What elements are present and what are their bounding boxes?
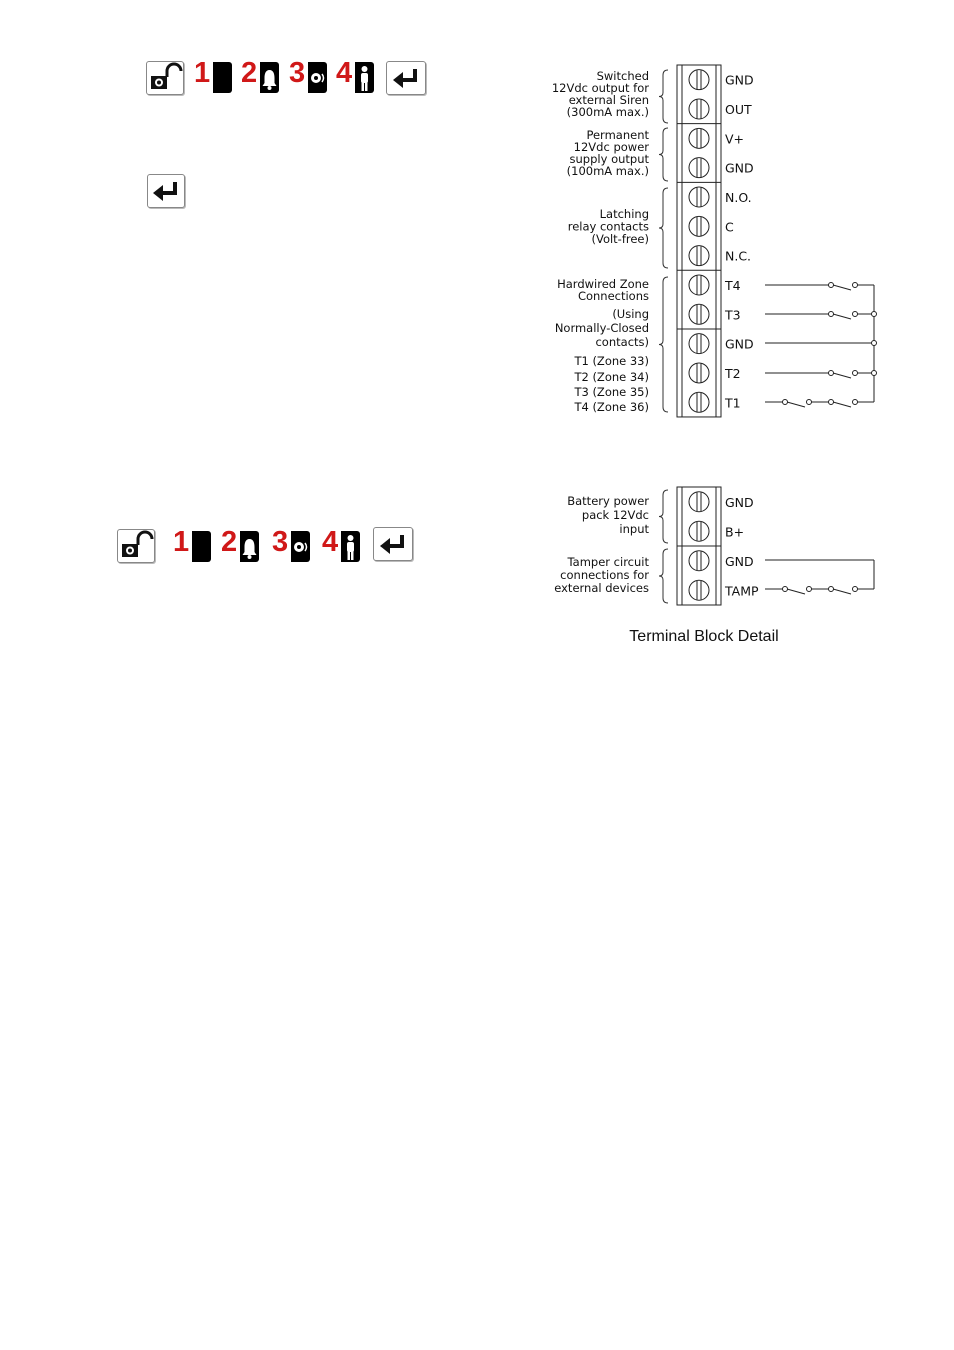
group-label-line: Battery power	[567, 494, 649, 508]
key-number: 4	[322, 526, 339, 558]
screw-terminal-icon	[689, 275, 709, 295]
key-number: 1	[194, 57, 211, 89]
switch-contact-icon	[783, 587, 788, 592]
screw-terminal-icon	[689, 187, 709, 207]
switch-contact-icon	[783, 400, 788, 405]
terminal-label: GND	[725, 494, 754, 510]
group-label-line: connections for	[560, 568, 649, 582]
group-label-line: Hardwired Zone	[557, 277, 649, 291]
group-label-line: T2 (Zone 34)	[574, 370, 649, 384]
screw-terminal-icon	[689, 392, 709, 412]
terminal-label: B+	[725, 524, 745, 540]
brace-icon	[659, 277, 668, 412]
key-number: 1	[173, 526, 190, 558]
key-number: 2	[221, 526, 238, 558]
screw-terminal-icon	[689, 551, 709, 571]
group-label-line: pack 12Vdc	[581, 508, 649, 522]
group-label-line: supply output	[569, 152, 649, 166]
brace-icon	[659, 70, 668, 123]
group-label-line: contacts)	[595, 335, 649, 349]
brace-icon	[659, 128, 668, 181]
screw-terminal-icon	[689, 304, 709, 324]
terminal-block-1	[677, 65, 754, 417]
screw-terminal-icon	[689, 246, 709, 266]
key-number: 3	[289, 57, 306, 89]
screw-terminal-icon	[689, 334, 709, 354]
switch-contact-icon	[829, 400, 834, 405]
terminal-label: V+	[725, 131, 745, 147]
brace-icon	[659, 549, 668, 603]
group-label-line: Normally-Closed	[554, 321, 649, 335]
screw-terminal-icon	[689, 128, 709, 148]
group-label-line: T3 (Zone 35)	[574, 385, 649, 399]
terminal-label: OUT	[725, 101, 752, 117]
terminal-label: GND	[725, 72, 754, 88]
group-label-line: Permanent	[586, 128, 649, 142]
key-number: 4	[336, 57, 353, 89]
group-label-line: Connections	[577, 289, 649, 303]
screw-terminal-icon	[689, 363, 709, 383]
screw-terminal-icon	[689, 158, 709, 178]
screw-terminal-icon	[689, 580, 709, 600]
screw-terminal-icon	[689, 216, 709, 236]
zone-wiring	[765, 283, 877, 595]
group-label-line: external devices	[554, 581, 649, 595]
terminal-label: T3	[725, 307, 741, 323]
group-label-line: T4 (Zone 36)	[574, 400, 649, 414]
terminal-label: T2	[725, 365, 741, 381]
group-label-line: relay contacts	[567, 219, 649, 234]
group-label-line: (300mA max.)	[566, 105, 649, 119]
diagram-caption: Terminal Block Detail	[629, 628, 779, 645]
terminal-label: N.O.	[725, 189, 752, 205]
screw-terminal-icon	[689, 99, 709, 119]
screw-terminal-icon	[689, 70, 709, 90]
brace-icon	[659, 490, 668, 543]
switch-contact-icon	[829, 312, 834, 317]
group-label-line: Switched	[596, 69, 649, 83]
terminal-block-2	[677, 487, 759, 605]
group-label-line: (Using	[612, 307, 649, 321]
block-2-labels	[554, 490, 668, 603]
group-label-line: 12Vdc power	[573, 140, 649, 154]
switch-contact-icon	[829, 283, 834, 288]
key-number: 2	[241, 57, 258, 89]
brace-icon	[659, 188, 668, 268]
terminal-label: GND	[725, 553, 754, 569]
group-label-line: (100mA max.)	[566, 164, 649, 178]
terminal-label: T1	[725, 395, 741, 411]
group-label-line: Latching	[599, 207, 649, 221]
terminal-label: T4	[725, 277, 741, 293]
group-label-line: Tamper circuit	[567, 555, 649, 569]
group-label-line: input	[619, 522, 649, 536]
group-label-line: external Siren	[568, 93, 649, 107]
terminal-label: GND	[725, 336, 754, 352]
screw-terminal-icon	[689, 521, 709, 541]
screw-terminal-icon	[689, 492, 709, 512]
block-1-labels	[552, 69, 668, 414]
key-number: 3	[272, 526, 289, 558]
group-label-line: (Volt-free)	[591, 232, 649, 246]
group-label-line: T1 (Zone 33)	[574, 354, 649, 368]
switch-contact-icon	[829, 371, 834, 376]
terminal-label: N.C.	[725, 248, 752, 264]
terminal-label: GND	[725, 160, 754, 176]
group-label-line: 12Vdc output for	[551, 81, 649, 95]
terminal-label: C	[725, 219, 734, 235]
terminal-label: TAMP	[725, 583, 759, 599]
switch-contact-icon	[829, 587, 834, 592]
